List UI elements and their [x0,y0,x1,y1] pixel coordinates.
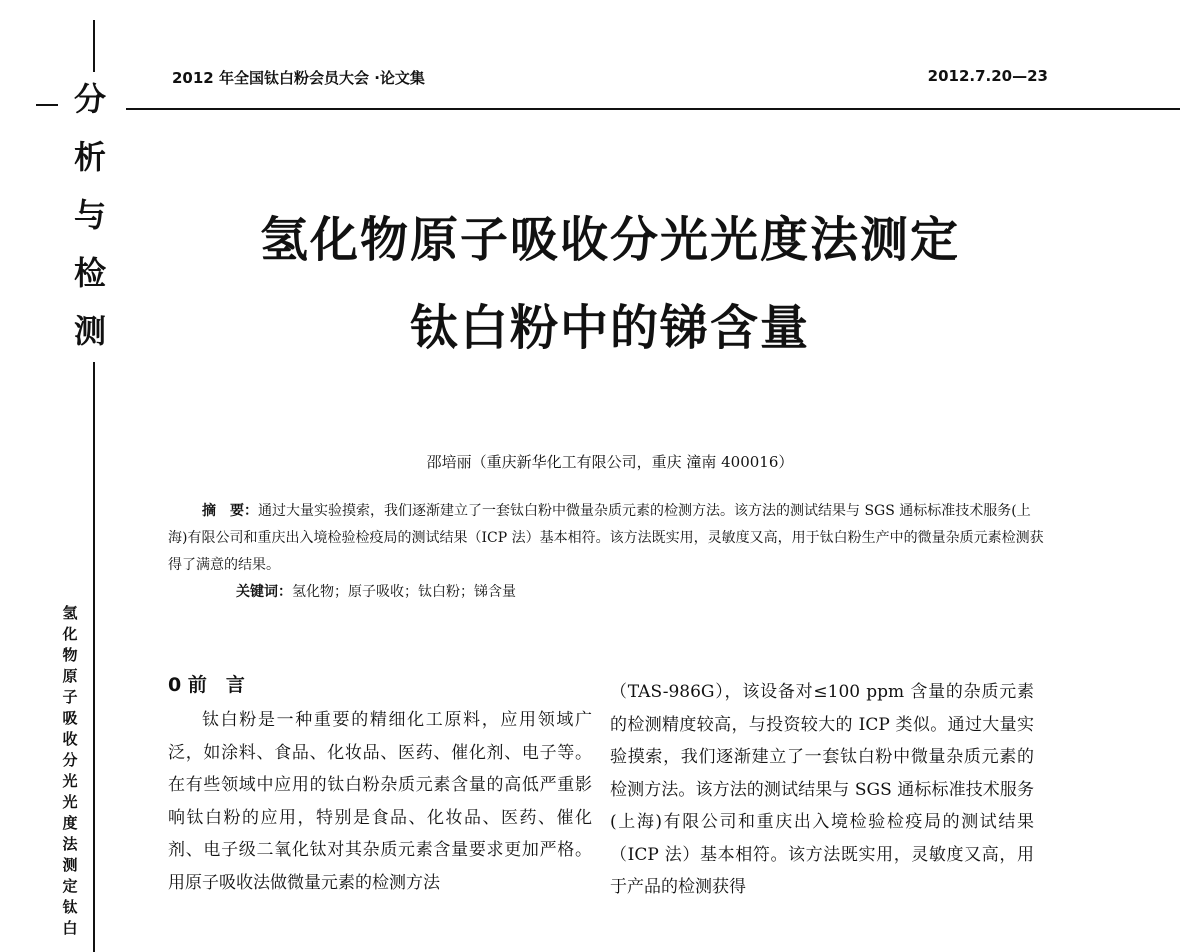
running-title-char: 物 [62,646,78,664]
section-heading [168,670,592,700]
running-title-char: 原 [62,667,78,685]
abstract-block [168,498,1048,606]
abstract-text: 通过大量实验摸索，我们逐渐建立了一套钛白粉中微量杂质元素的检测方法。该方法的测试结果与 SGS 通标标准技术服务(上海)有限公司和重庆出入境检验检疫局的测试结果（ICP 法）基本相符。该方法既实用，灵敏度又高，用于钛白粉生产中的微量杂质元素检测获得了满意的结果。 [168,503,1044,573]
running-title-char: 氢 [62,604,78,622]
section-title: 前 言 [187,674,245,696]
running-title-char: 法 [62,835,78,853]
keywords-label: 关键词： [236,584,292,600]
paper-title-line-2: 钛白粉中的锑含量 [409,300,810,356]
section-tab-char: 与 [73,196,106,234]
body-paragraph-left: 钛白粉是一种重要的精细化工原料，应用领域广泛，如涂料、食品、化妆品、医药、催化剂、电子等。在有些领域中应用的钛白粉杂质元素含量的高低严重影响钛白粉的应用，特别是食品、化妆品、医药、催化剂、电子级二氧化钛对其杂质元素含量要求更加严格。用原子吸收法做微量元素的检测方法 [168,710,592,893]
running-title-char: 化 [62,625,78,643]
running-title-char: 光 [62,793,78,811]
body-paragraph-right: （TAS-986G），该设备对≤100 ppm 含量的杂质元素的检测精度较高，与投资较大的 ICP 类似。通过大量实验摸索，我们逐渐建立了一套钛白粉中微量杂质元素的检测方法。该方法的测试结果与 SGS 通标标准技术服务(上海)有限公司和重庆出入境检验检疫局的测试结果（ICP 法）基本相符。该方法既实用，灵敏度又高，用于产品的检测获得 [610,682,1034,897]
running-title-char: 白 [62,919,78,937]
section-tab-char: 析 [73,138,106,176]
running-title-char: 度 [62,814,78,832]
running-title-char: 收 [62,730,78,748]
abstract-label: 摘 要： [202,503,258,519]
running-title-char: 钛 [62,898,78,916]
running-title-char: 子 [62,688,78,706]
section-number: 0 [168,674,182,696]
header-proceedings-title: 2012 年全国钛白粉会员大会 ·论文集 [172,69,425,87]
running-title-char: 吸 [62,709,78,727]
body-column-right [610,676,1034,904]
abstract [168,498,1048,579]
header-rule [126,108,1180,110]
header-date: 2012.7.20—23 [927,67,1048,85]
author-affiliation: 邵培丽（重庆新华化工有限公司，重庆 潼南 400016） [426,453,794,471]
body-column-left [168,670,592,899]
keywords [168,579,1048,606]
running-title-vertical [60,603,80,939]
section-tab-vertical [66,70,114,360]
section-tab-dash [36,104,58,106]
paper-title-line-1: 氢化物原子吸收分光光度法测定 [259,212,960,268]
keywords-text: 氢化物；原子吸收；钛白粉；锑含量 [292,584,516,600]
section-tab-char: 检 [73,254,106,292]
section-tab-char: 测 [73,312,106,350]
running-title-char: 测 [62,856,78,874]
side-rule-top [93,20,95,72]
running-title-char: 分 [62,751,78,769]
side-rule-bottom [93,362,95,952]
section-tab-char: 分 [73,80,106,118]
paper-title [140,196,1080,372]
running-title-char: 定 [62,877,78,895]
running-title-char: 光 [62,772,78,790]
